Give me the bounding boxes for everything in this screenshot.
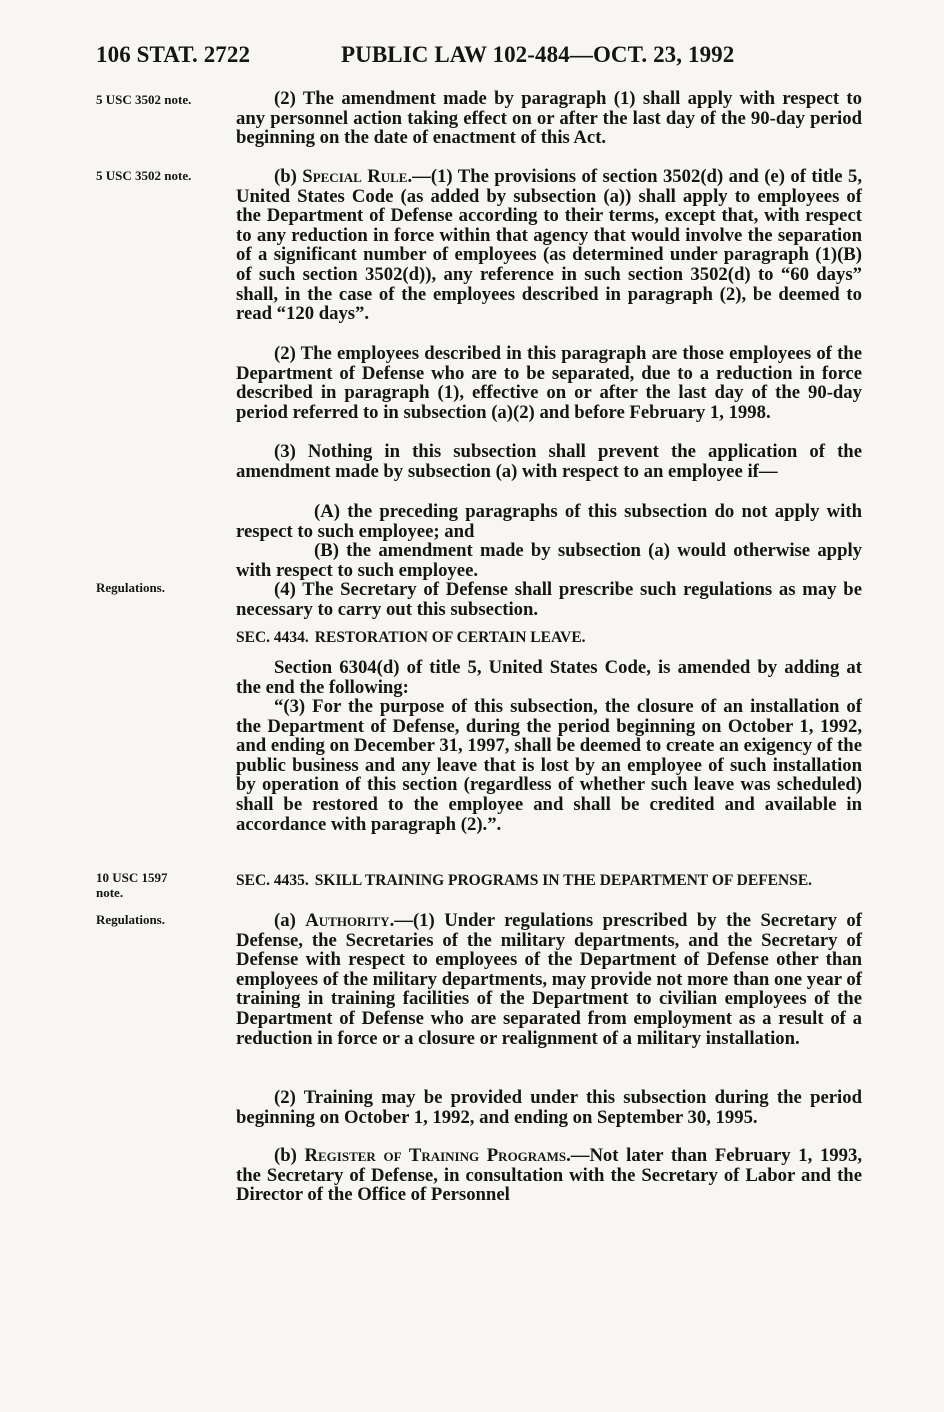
margin-note-regulations-1: Regulations.: [96, 580, 165, 595]
section-4434-heading: [236, 628, 862, 648]
section-4434-title: RESTORATION OF CERTAIN LEAVE.: [314, 629, 586, 646]
paragraph-b3-A: (A) the preceding paragraphs of this subsection do not apply with respect to such employee; and: [236, 501, 862, 542]
page-header: [96, 42, 866, 78]
paragraph-b1-label: (b): [274, 166, 303, 187]
public-law-title: PUBLIC LAW 102-484—OCT. 23, 1992: [341, 42, 735, 67]
section-4434-number: SEC. 4434.: [236, 629, 309, 646]
paragraph-4435-a2: (2) Training may be provided under this subsection during the period beginning on October 1, 1992, and ending on September 30, 1995.: [236, 1087, 862, 1128]
paragraph-4435-b: [236, 1146, 862, 1205]
paragraph-b3: (3) Nothing in this subsection shall prevent the application of the amendment made by subsection (a) with respect to an employee if—: [236, 441, 862, 482]
margin-note-usc-3: [96, 870, 226, 900]
paragraph-4435-b-label: (b): [274, 1145, 305, 1166]
paragraph-4435-a-text: .—(1) Under regulations prescribed by the Secretary of Defense, the Secretaries of the military departments, and the Secretary of Defense with respect to employees of the Department of Defense other than employees of the military departments, may provide not more than one year of training in training facilities of the Department to civilian employees of the Department of Defense who are separated from employment as a result of a reduction in force or a closure or realignment of a military installation.: [236, 910, 863, 1049]
section-4434-intro: Section 6304(d) of title 5, United States Code, is amended by adding at the end the following:: [236, 657, 862, 698]
margin-note-regulations-2: Regulations.: [96, 912, 165, 927]
paragraph-4435-a-heading: Authority: [305, 910, 390, 931]
paragraph-a2: (2) The amendment made by paragraph (1) shall apply with respect to any personnel action taking effect on or after the last day of the 90-day period beginning on the date of enactment of this Act.: [236, 88, 862, 149]
margin-note-usc-2: 5 USC 3502 note.: [96, 168, 192, 183]
paragraph-4435-b-heading: Register of Training Programs: [304, 1145, 567, 1166]
paragraph-b3-B: (B) the amendment made by subsection (a) would otherwise apply with respect to such employee.: [236, 540, 862, 581]
margin-note-usc-1: 5 USC 3502 note.: [96, 92, 192, 107]
paragraph-b1-text: .—(1) The provisions of section 3502(d) and (e) of title 5, United States Code (as added by subsection (a)) shall apply to employees of the Department of Defense according to their terms, except that, with respect to any reduction in force within that agency that would involve the separation of a significant number of employees (as determined under paragraph (1)(B) of such section 3502(d)), any reference in such section 3502(d) to “60 days” shall, in the case of the employees described in paragraph (2), be deemed to read “120 days”.: [236, 166, 862, 325]
paragraph-b2: (2) The employees described in this paragraph are those employees of the Department of Defense who are to be separated, due to a reduction in force described in paragraph (1), effective on or after the last day of the 90-day period referred to in subsection (a)(2) and before February 1, 1998.: [236, 343, 862, 423]
margin-note-usc-3-line1: 10 USC 1597: [96, 870, 168, 885]
paragraph-4435-a-label: (a): [274, 910, 306, 931]
section-4435-heading: [236, 871, 930, 891]
paragraph-4435-b-text: .—Not later than February 1, 1993, the Secretary of Defense, in consultation with the Secretary of Labor and the Director of the Office of Personnel: [236, 1145, 863, 1206]
paragraph-4435-a1: [236, 911, 862, 1048]
section-4435-number: SEC. 4435.: [236, 872, 309, 889]
paragraph-b1: [236, 167, 862, 324]
paragraph-b4: (4) The Secretary of Defense shall prescribe such regulations as may be necessary to carry out this subsection.: [236, 579, 862, 620]
statute-page-number: 106 STAT. 2722: [96, 42, 251, 67]
section-4435-title: SKILL TRAINING PROGRAMS IN THE DEPARTMENT OF DEFENSE.: [314, 872, 813, 889]
paragraph-b1-heading: Special Rule: [302, 166, 408, 187]
section-4434-quoted-text: “(3) For the purpose of this subsection, the closure of an installation of the Department of Defense, during the period beginning on October 1, 1992, and ending on December 31, 1997, shall be deemed to create an exigency of the public business and any leave that is lost by an employee of such installation by operation of this section (regardless of whether such leave was scheduled) shall be restored to the employee and shall be credited and available in accordance with paragraph (2).”.: [236, 696, 862, 835]
margin-note-usc-3-line2: note.: [96, 885, 124, 900]
